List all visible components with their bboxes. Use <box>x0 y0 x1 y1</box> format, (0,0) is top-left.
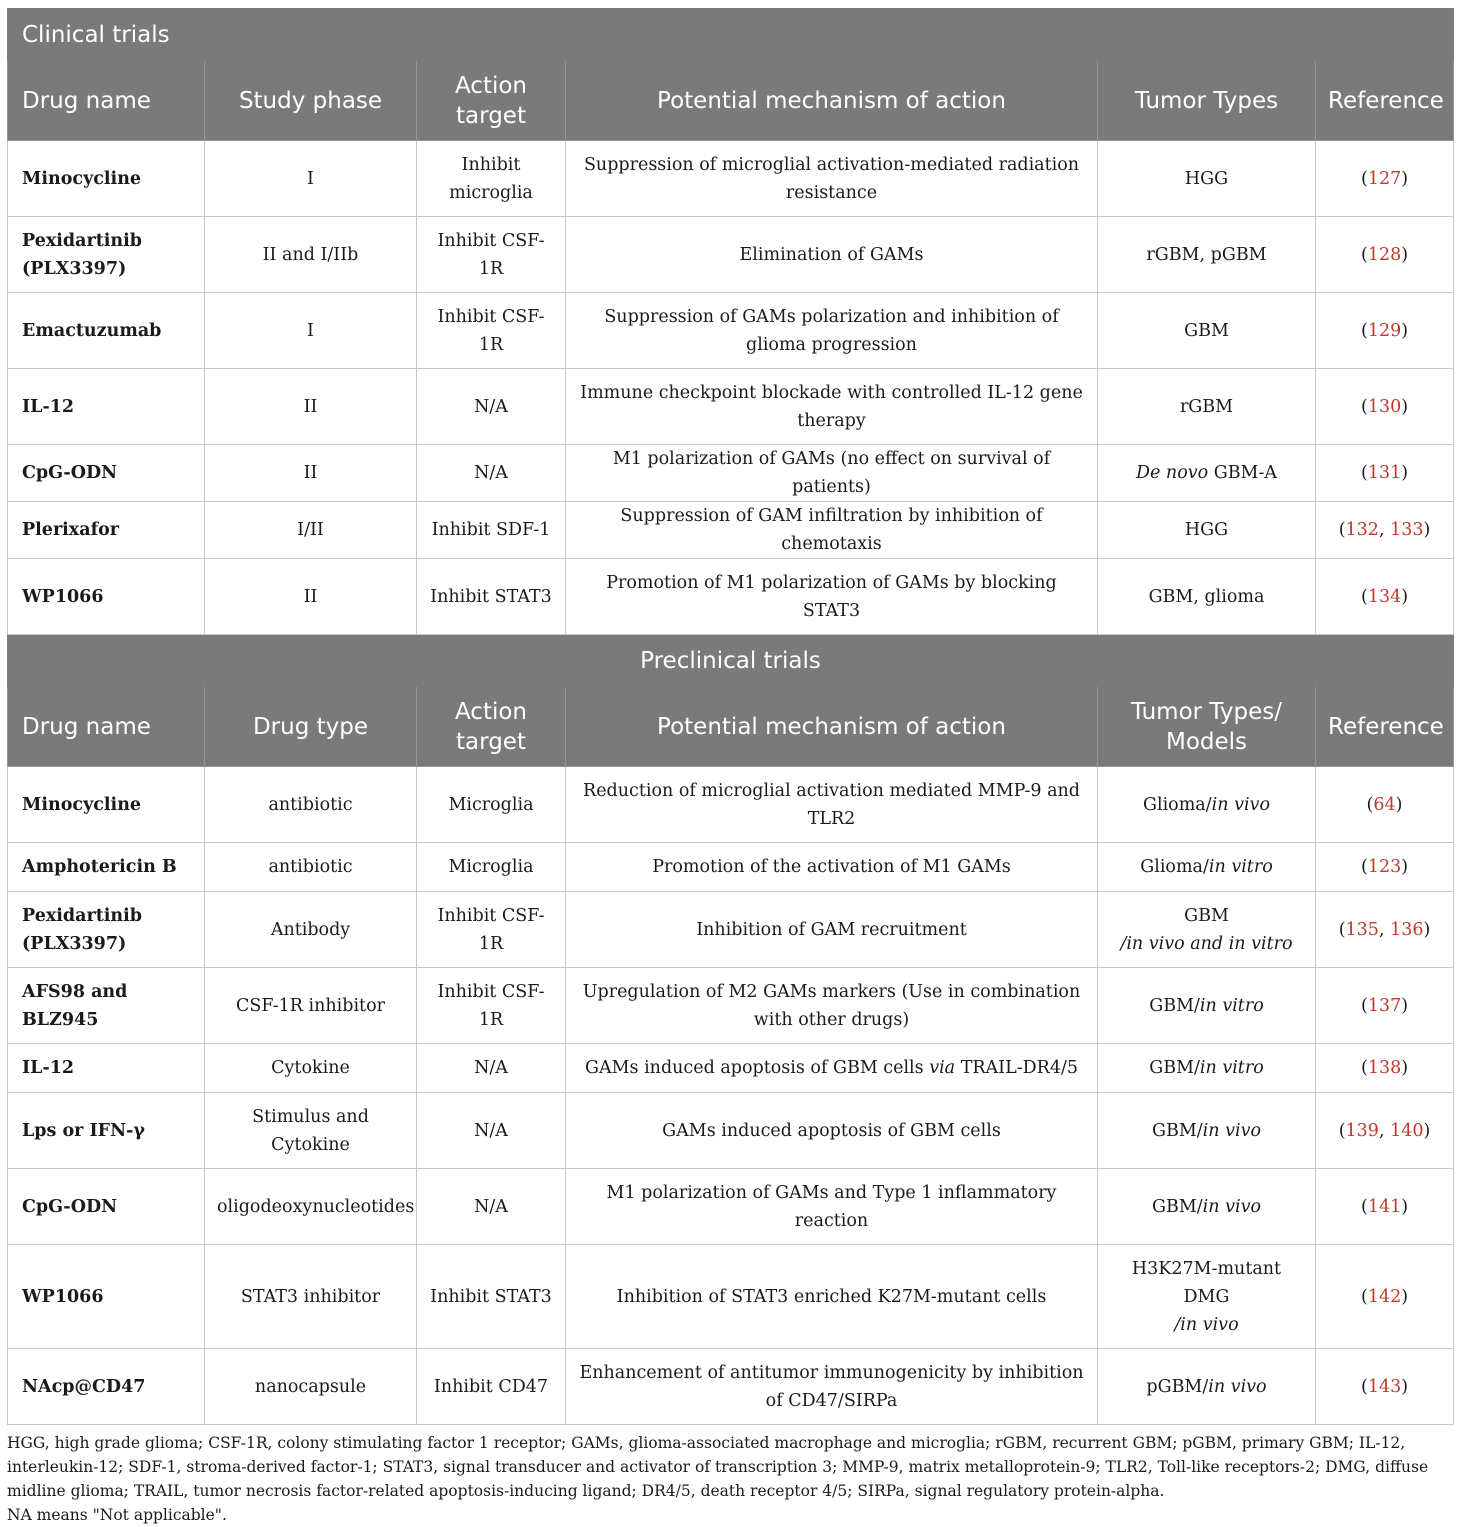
mechanism-cell <box>566 1349 1098 1425</box>
table-row <box>8 1245 1454 1349</box>
table-row <box>8 445 1454 502</box>
mechanism-cell <box>566 843 1098 892</box>
table-row <box>8 502 1454 559</box>
drug-type-cell: antibiotic <box>205 767 417 843</box>
mechanism-text: GAMs induced apoptosis of GBM cells <box>585 1058 930 1078</box>
reference-link[interactable]: 135 <box>1345 919 1379 940</box>
mechanism-cell <box>566 502 1098 559</box>
tumor-text: Glioma/ <box>1140 857 1209 877</box>
action-target-cell: N/A <box>417 1169 566 1245</box>
col-header-mechanism: Potential mechanism of action <box>566 61 1098 141</box>
reference-cell: (143) <box>1316 1349 1454 1425</box>
drug-name-cell: CpG-ODN <box>8 1169 205 1245</box>
drug-type-cell: CSF-1R inhibitor <box>205 968 417 1044</box>
tumor-text: pGBM/ <box>1146 1376 1209 1397</box>
drug-type-cell: antibiotic <box>205 843 417 892</box>
reference-link[interactable]: 64 <box>1373 794 1396 815</box>
action-target-cell: N/A <box>417 1093 566 1169</box>
document <box>7 8 1453 1527</box>
action-target-cell: Inhibit STAT3 <box>417 1245 566 1349</box>
tumor-text: HGG <box>1184 168 1229 189</box>
drug-name-cell: CpG-ODN <box>8 445 205 502</box>
mechanism-text: Suppression of microglial activation-mediated radiation resistance <box>583 154 1080 203</box>
table-row <box>8 767 1454 843</box>
action-target-cell: N/A <box>417 445 566 502</box>
tumor-text: GBM/ <box>1149 1058 1200 1078</box>
action-target-cell: Inhibit CSF-1R <box>417 217 566 293</box>
tumor-model-italic: /in vivo <box>1174 1314 1239 1335</box>
drug-name-cell: WP1066 <box>8 559 205 635</box>
tumor-type-cell <box>1098 445 1316 502</box>
mechanism-cell <box>566 445 1098 502</box>
mechanism-cell <box>566 559 1098 635</box>
clinical-column-headers <box>8 61 1454 141</box>
tumor-type-cell <box>1098 217 1316 293</box>
action-target-cell: Inhibit STAT3 <box>417 559 566 635</box>
na-note: NA means "Not applicable". <box>7 1506 227 1524</box>
action-target-cell: N/A <box>417 369 566 445</box>
table-footnote <box>7 1431 1453 1527</box>
drug-type-cell: Antibody <box>205 892 417 968</box>
mechanism-cell <box>566 293 1098 369</box>
action-target-cell: Microglia <box>417 843 566 892</box>
reference-link[interactable]: 136 <box>1390 919 1424 940</box>
tumor-type-cell <box>1098 1349 1316 1425</box>
col-header-reference: Reference <box>1316 687 1454 767</box>
reference-link[interactable]: 123 <box>1367 857 1402 877</box>
drug-name-cell: Plerixafor <box>8 502 205 559</box>
reference-cell: (128) <box>1316 217 1454 293</box>
preclinical-section-title: Preclinical trials <box>8 635 1454 687</box>
mechanism-text: M1 polarization of GAMs and Type 1 inflammatory reaction <box>606 1182 1057 1231</box>
tumor-text: Glioma/ <box>1143 794 1212 815</box>
reference-cell: (132, 133) <box>1316 502 1454 559</box>
table-row <box>8 968 1454 1044</box>
action-target-cell: Inhibit microglia <box>417 141 566 217</box>
table-row <box>8 217 1454 293</box>
tumor-model-italic: in vivo <box>1202 1120 1261 1141</box>
tumor-type-cell <box>1098 1093 1316 1169</box>
reference-cell: (130) <box>1316 369 1454 445</box>
table-row <box>8 293 1454 369</box>
reference-cell: (141) <box>1316 1169 1454 1245</box>
study-phase-cell: I <box>205 141 417 217</box>
col-header-drug-name: Drug name <box>8 687 205 767</box>
mechanism-cell <box>566 892 1098 968</box>
table-row <box>8 141 1454 217</box>
reference-link[interactable]: 143 <box>1367 1376 1402 1397</box>
table-row <box>8 369 1454 445</box>
col-header-action-target: Action target <box>417 61 566 141</box>
tumor-text: GBM <box>1184 320 1229 341</box>
action-target-cell: Inhibit CD47 <box>417 1349 566 1425</box>
tumor-text: HGG <box>1184 520 1229 540</box>
table-row <box>8 892 1454 968</box>
tumor-type-cell <box>1098 502 1316 559</box>
table-row <box>8 1093 1454 1169</box>
clinical-section-title: Clinical trials <box>8 9 1454 61</box>
tumor-type-cell <box>1098 892 1316 968</box>
tumor-type-cell <box>1098 1245 1316 1349</box>
tumor-text: GBM, glioma <box>1148 586 1265 607</box>
tumor-type-cell <box>1098 141 1316 217</box>
tumor-type-cell <box>1098 968 1316 1044</box>
mechanism-cell <box>566 1245 1098 1349</box>
mechanism-text: Suppression of GAMs polarization and inhibition of glioma progression <box>604 306 1059 355</box>
drug-name-cell: Emactuzumab <box>8 293 205 369</box>
action-target-cell: Inhibit SDF-1 <box>417 502 566 559</box>
reference-cell: (139, 140) <box>1316 1093 1454 1169</box>
mechanism-text: Suppression of GAM infiltration by inhibition of chemotaxis <box>620 506 1043 554</box>
action-target-cell: Microglia <box>417 767 566 843</box>
reference-cell: (127) <box>1316 141 1454 217</box>
table-row <box>8 843 1454 892</box>
study-phase-cell: II <box>205 559 417 635</box>
drug-name-cell: WP1066 <box>8 1245 205 1349</box>
reference-cell: (142) <box>1316 1245 1454 1349</box>
tumor-text: rGBM <box>1179 396 1234 417</box>
tumor-text: GBM <box>1184 905 1229 926</box>
reference-link[interactable]: 142 <box>1367 1286 1402 1307</box>
mechanism-text: Inhibition of STAT3 enriched K27M-mutant cells <box>616 1286 1047 1307</box>
study-phase-cell: II and I/IIb <box>205 217 417 293</box>
table-row <box>8 1169 1454 1245</box>
tumor-model-italic: in vitro <box>1199 1058 1264 1078</box>
reference-cell: (64) <box>1316 767 1454 843</box>
clinical-section-header <box>8 9 1454 61</box>
mechanism-cell <box>566 1044 1098 1093</box>
mechanism-text: Immune checkpoint blockade with controlled IL-12 gene therapy <box>580 382 1083 431</box>
drug-table <box>7 8 1454 1425</box>
drug-type-cell: Cytokine <box>205 1044 417 1093</box>
reference-link[interactable]: 129 <box>1367 320 1402 341</box>
tumor-italic: De novo <box>1135 463 1209 483</box>
study-phase-cell: II <box>205 445 417 502</box>
reference-link[interactable]: 134 <box>1367 586 1402 607</box>
tumor-text: GBM/ <box>1152 1196 1203 1217</box>
study-phase-cell: I <box>205 293 417 369</box>
mechanism-cell <box>566 217 1098 293</box>
drug-type-cell: nanocapsule <box>205 1349 417 1425</box>
reference-cell: (138) <box>1316 1044 1454 1093</box>
reference-cell: (131) <box>1316 445 1454 502</box>
mechanism-cell <box>566 968 1098 1044</box>
action-target-cell: Inhibit CSF-1R <box>417 293 566 369</box>
drug-name-cell: Pexidartinib (PLX3397) <box>8 892 205 968</box>
reference-link[interactable]: 137 <box>1367 995 1402 1016</box>
reference-cell: (137) <box>1316 968 1454 1044</box>
tumor-model-italic: in vivo <box>1208 1376 1267 1397</box>
col-header-tumor-types: Tumor Types <box>1098 61 1316 141</box>
tumor-model-italic: in vivo <box>1202 1196 1261 1217</box>
abbreviations-note: HGG, high grade glioma; CSF-1R, colony stimulating factor 1 receptor; GAMs, glioma-associated macrophage and microglia; rGBM, recurrent GBM; pGBM, primary GBM; IL-12, interleukin-12; SDF-1, stroma-derived factor-1; STAT3, signal transducer and activator of transcription 3; MMP-9, matrix metalloprotein-9; TLR2, Toll-like receptors-2; DMG, diffuse midline glioma; TRAIL, tumor necrosis factor-related apoptosis-inducing ligand; DR4/5, death receptor 4/5; SIRPa, signal regulatory protein-alpha. <box>7 1434 1429 1500</box>
table-row <box>8 559 1454 635</box>
drug-name-cell: Amphotericin B <box>8 843 205 892</box>
drug-name-cell: Lps or IFN-γ <box>8 1093 205 1169</box>
tumor-type-cell <box>1098 293 1316 369</box>
col-header-drug-name: Drug name <box>8 61 205 141</box>
mechanism-italic: via <box>929 1058 956 1078</box>
col-header-mechanism: Potential mechanism of action <box>566 687 1098 767</box>
mechanism-text: M1 polarization of GAMs (no effect on survival of patients) <box>612 449 1051 497</box>
study-phase-cell: I/II <box>205 502 417 559</box>
mechanism-text: Reduction of microglial activation mediated MMP-9 and TLR2 <box>583 780 1080 829</box>
reference-link[interactable]: 130 <box>1367 396 1402 417</box>
reference-link[interactable]: 128 <box>1367 244 1402 265</box>
drug-type-cell: Stimulus and Cytokine <box>205 1093 417 1169</box>
tumor-text: GBM/ <box>1149 995 1200 1016</box>
drug-name-cell: Minocycline <box>8 141 205 217</box>
drug-name-cell: AFS98 and BLZ945 <box>8 968 205 1044</box>
drug-name-cell: NAcp@CD47 <box>8 1349 205 1425</box>
table-row <box>8 1044 1454 1093</box>
mechanism-text: Promotion of M1 polarization of GAMs by blocking STAT3 <box>606 572 1057 621</box>
reference-link[interactable]: 140 <box>1390 1120 1424 1141</box>
drug-name-cell: IL-12 <box>8 369 205 445</box>
tumor-model-italic: /in vivo and in vitro <box>1120 933 1293 954</box>
preclinical-section-header <box>8 635 1454 687</box>
reference-link[interactable]: 127 <box>1367 168 1402 189</box>
tumor-type-cell <box>1098 1044 1316 1093</box>
tumor-text: H3K27M-mutant DMG <box>1131 1258 1282 1307</box>
tumor-type-cell <box>1098 559 1316 635</box>
action-target-cell: Inhibit CSF-1R <box>417 968 566 1044</box>
mechanism-text-after: TRAIL-DR4/5 <box>955 1058 1078 1078</box>
mechanism-text: Promotion of the activation of M1 GAMs <box>652 857 1011 877</box>
action-target-cell: N/A <box>417 1044 566 1093</box>
mechanism-text: GAMs induced apoptosis of GBM cells <box>662 1120 1001 1141</box>
reference-link[interactable]: 139 <box>1345 1120 1379 1141</box>
reference-cell: (129) <box>1316 293 1454 369</box>
mechanism-cell <box>566 369 1098 445</box>
col-header-study-phase: Study phase <box>205 61 417 141</box>
reference-link[interactable]: 133 <box>1390 520 1424 540</box>
mechanism-text: Inhibition of GAM recruitment <box>696 919 967 940</box>
drug-name-cell: Minocycline <box>8 767 205 843</box>
col-header-action-target: Action target <box>417 687 566 767</box>
drug-type-cell: oligodeoxynucleotides <box>205 1169 417 1245</box>
tumor-text: rGBM, pGBM <box>1146 244 1267 265</box>
tumor-text: GBM/ <box>1152 1120 1203 1141</box>
col-header-drug-type: Drug type <box>205 687 417 767</box>
reference-link[interactable]: 131 <box>1367 463 1402 483</box>
preclinical-column-headers <box>8 687 1454 767</box>
reference-cell: (123) <box>1316 843 1454 892</box>
tumor-model-italic: in vivo <box>1211 794 1270 815</box>
tumor-type-cell <box>1098 369 1316 445</box>
tumor-text: GBM-A <box>1208 463 1278 483</box>
drug-type-cell: STAT3 inhibitor <box>205 1245 417 1349</box>
tumor-model-italic: in vitro <box>1208 857 1273 877</box>
reference-link[interactable]: 138 <box>1367 1058 1402 1078</box>
reference-link[interactable]: 132 <box>1345 520 1379 540</box>
tumor-type-cell <box>1098 843 1316 892</box>
tumor-model-italic: in vitro <box>1199 995 1264 1016</box>
reference-cell: (134) <box>1316 559 1454 635</box>
mechanism-cell <box>566 1093 1098 1169</box>
reference-cell: (135, 136) <box>1316 892 1454 968</box>
mechanism-text: Upregulation of M2 GAMs markers (Use in combination with other drugs) <box>582 981 1081 1030</box>
tumor-type-cell <box>1098 767 1316 843</box>
action-target-cell: Inhibit CSF-1R <box>417 892 566 968</box>
table-row <box>8 1349 1454 1425</box>
mechanism-cell <box>566 767 1098 843</box>
mechanism-cell <box>566 141 1098 217</box>
study-phase-cell: II <box>205 369 417 445</box>
mechanism-cell <box>566 1169 1098 1245</box>
drug-name-cell: IL-12 <box>8 1044 205 1093</box>
tumor-type-cell <box>1098 1169 1316 1245</box>
col-header-reference: Reference <box>1316 61 1454 141</box>
drug-name-cell: Pexidartinib (PLX3397) <box>8 217 205 293</box>
reference-link[interactable]: 141 <box>1367 1196 1402 1217</box>
col-header-tumor-models: Tumor Types/ Models <box>1098 687 1316 767</box>
mechanism-text: Elimination of GAMs <box>739 244 924 265</box>
mechanism-text: Enhancement of antitumor immunogenicity by inhibition of CD47/SIRPa <box>579 1362 1084 1411</box>
